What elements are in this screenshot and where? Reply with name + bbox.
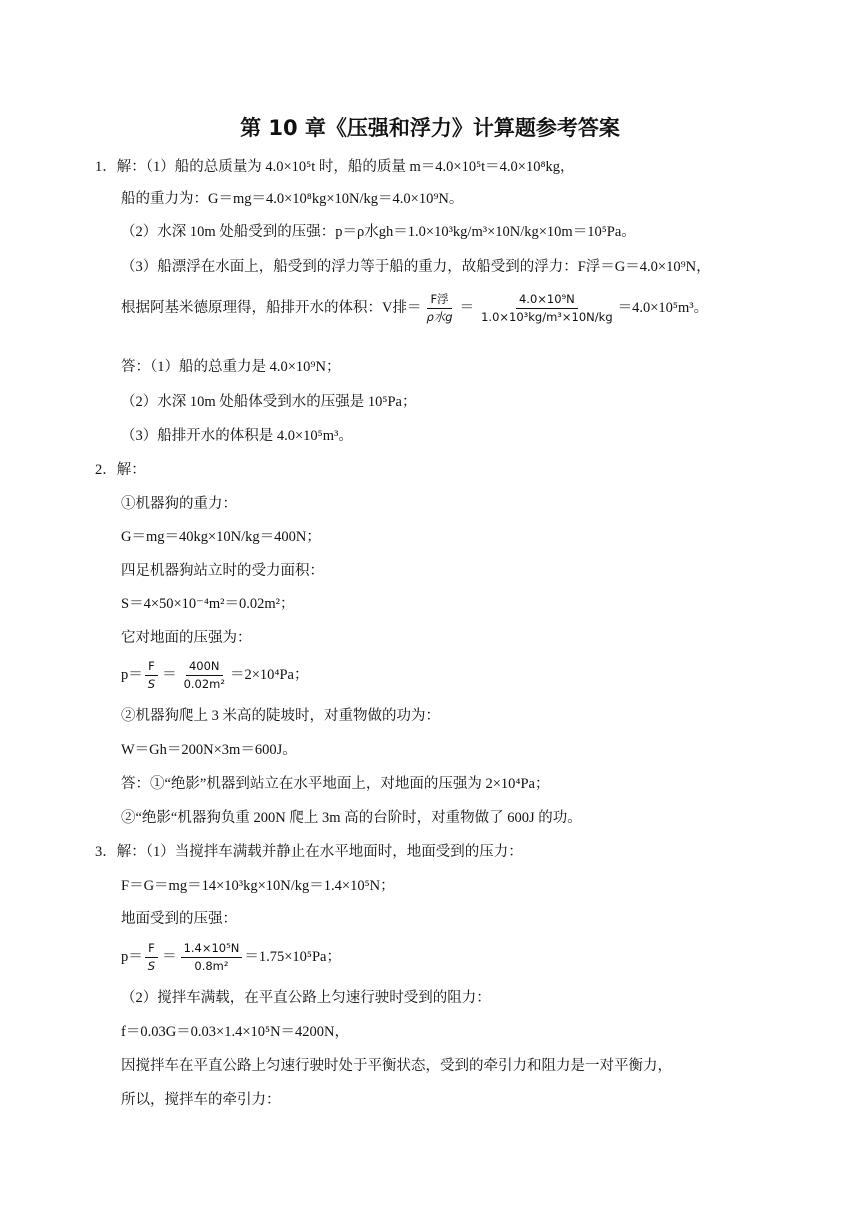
q3-fraction-numeric bbox=[181, 941, 243, 974]
fraction-denominator: 1.0×10³kg/m³×10N/kg bbox=[481, 310, 613, 324]
q1-fraction-symbolic bbox=[423, 292, 455, 325]
q1-text-1: 解：（1）船的总质量为 4.0×10⁵t 时，船的质量 m＝4.0×10⁵t＝4.0×10⁸kg， bbox=[116, 159, 575, 175]
q3-line-8: 所以，搅拌车的牵引力： bbox=[121, 1092, 281, 1108]
fraction-numerator: 1.4×10⁵N bbox=[181, 941, 243, 958]
q2-line-9: W＝Gh＝200N×3m＝600J。 bbox=[121, 742, 297, 758]
q2-text-1: 解： bbox=[116, 462, 146, 478]
q1-number: 1． bbox=[95, 159, 117, 175]
fraction-denominator: 0.02m² bbox=[183, 677, 225, 691]
q3-line-2: F＝G＝mg＝14×10³kg×10N/kg＝1.4×10⁵N； bbox=[121, 878, 395, 894]
q2-line-7: p＝ $\frac{F}{S}$ ＝ $\frac{400N}{\text{0.02m²}}$ ＝2×10⁴Pa； bbox=[121, 659, 309, 691]
q1-fraction-numeric bbox=[478, 292, 616, 325]
fraction-numerator: 4.0×10⁹N bbox=[516, 292, 578, 309]
q1-volume-result: ＝4.0×10⁵m³。 bbox=[617, 299, 709, 316]
q1-line-1 bbox=[95, 157, 575, 177]
q1-volume-prefix: 根据阿基米德原理得，船排开水的体积：V排＝ bbox=[121, 299, 422, 316]
q2-line-1 bbox=[95, 460, 146, 480]
q2-line-4: 四足机器狗站立时的受力面积： bbox=[121, 563, 324, 579]
q1-line-2: 船的重力为：G＝mg＝4.0×10⁸kg×10N/kg＝4.0×10⁹N。 bbox=[121, 191, 464, 207]
q2-answer-2: ②“绝影“机器狗负重 200N 爬上 3m 高的台阶时，对重物做了 600J 的功。 bbox=[121, 810, 582, 826]
q3-line-5: （2）搅拌车满载，在平直公路上匀速行驶时受到的阻力： bbox=[121, 990, 491, 1006]
q2-answer-1: 答：①“绝影”机器到站立在水平地面上，对地面的压强为 2×10⁴Pa； bbox=[121, 776, 550, 792]
fraction-denominator: ρ水g bbox=[426, 310, 453, 324]
q3-pressure-result: ＝1.75×10⁵Pa； bbox=[244, 948, 341, 965]
q1-answer-1: 答：（1）船的总重力是 4.0×10⁹N； bbox=[121, 359, 341, 375]
q2-line-3: G＝mg＝40kg×10N/kg＝400N； bbox=[121, 529, 321, 545]
q3-line-4: p＝ $\frac{F}{S}$ ＝ $\frac{\text{1.4×10⁵N}}{\text{0.8m²}}$ ＝1.75×10⁵Pa； bbox=[121, 941, 341, 973]
q3-line-1 bbox=[95, 842, 523, 862]
q3-pressure-prefix: p＝ bbox=[121, 948, 143, 965]
fraction-denominator: 0.8m² bbox=[194, 959, 229, 973]
fraction-numerator: F bbox=[145, 659, 158, 676]
q3-fraction-symbolic bbox=[145, 941, 158, 974]
fraction-denominator: S bbox=[147, 959, 156, 973]
q3-line-3: 地面受到的压强： bbox=[121, 911, 237, 927]
q2-pressure-prefix: p＝ bbox=[121, 666, 143, 683]
q1-answer-3: （3）船排开水的体积是 4.0×10⁵m³。 bbox=[121, 428, 353, 444]
fraction-denominator: S bbox=[147, 677, 156, 691]
q1-line-3: （2）水深 10m 处船受到的压强：p＝ρ水gh＝1.0×10³kg/m³×10N/kg×10m＝10⁵Pa。 bbox=[121, 224, 636, 240]
q2-line-8: ②机器狗爬上 3 米高的陡坡时，对重物做的功为： bbox=[121, 708, 440, 724]
q1-line-5: 根据阿基米德原理得，船排开水的体积：V排＝ $\frac{\text{F浮}}{\text{ρ水g}}$ ＝ $\frac{\text{4.0×10⁹N}}{\text{1.0×10³kg/m³×10N/kg}}$ ＝4.0×10⁵m³。 bbox=[121, 292, 709, 324]
q3-line-7: 因搅拌车在平直公路上匀速行驶时处于平衡状态，受到的牵引力和阻力是一对平衡力， bbox=[121, 1058, 672, 1074]
q2-line-2: ①机器狗的重力： bbox=[121, 496, 237, 512]
q2-line-6: 它对地面的压强为： bbox=[121, 630, 252, 646]
q1-line-4: （3）船漂浮在水面上，船受到的浮力等于船的重力，故船受到的浮力：F浮＝G＝4.0×10⁹N， bbox=[121, 259, 711, 275]
q2-line-5: S＝4×50×10⁻⁴m²＝0.02m²； bbox=[121, 596, 295, 612]
fraction-numerator: 400N bbox=[186, 659, 223, 676]
q2-pressure-result: ＝2×10⁴Pa； bbox=[229, 666, 309, 683]
q2-number: 2． bbox=[95, 462, 117, 478]
fraction-numerator: F浮 bbox=[427, 292, 451, 309]
page-title: 第 10 章《压强和浮力》计算题参考答案 bbox=[240, 116, 620, 140]
q3-text-1: 解：（1）当搅拌车满载并静止在水平地面时，地面受到的压力： bbox=[116, 844, 523, 860]
q3-line-6: f＝0.03G＝0.03×1.4×10⁵N＝4200N， bbox=[121, 1024, 350, 1040]
q1-answer-2: （2）水深 10m 处船体受到水的压强是 10⁵Pa； bbox=[121, 394, 417, 410]
q3-number: 3． bbox=[95, 844, 117, 860]
fraction-numerator: F bbox=[145, 941, 158, 958]
q2-fraction-numeric bbox=[181, 659, 228, 692]
q2-fraction-symbolic bbox=[145, 659, 158, 692]
